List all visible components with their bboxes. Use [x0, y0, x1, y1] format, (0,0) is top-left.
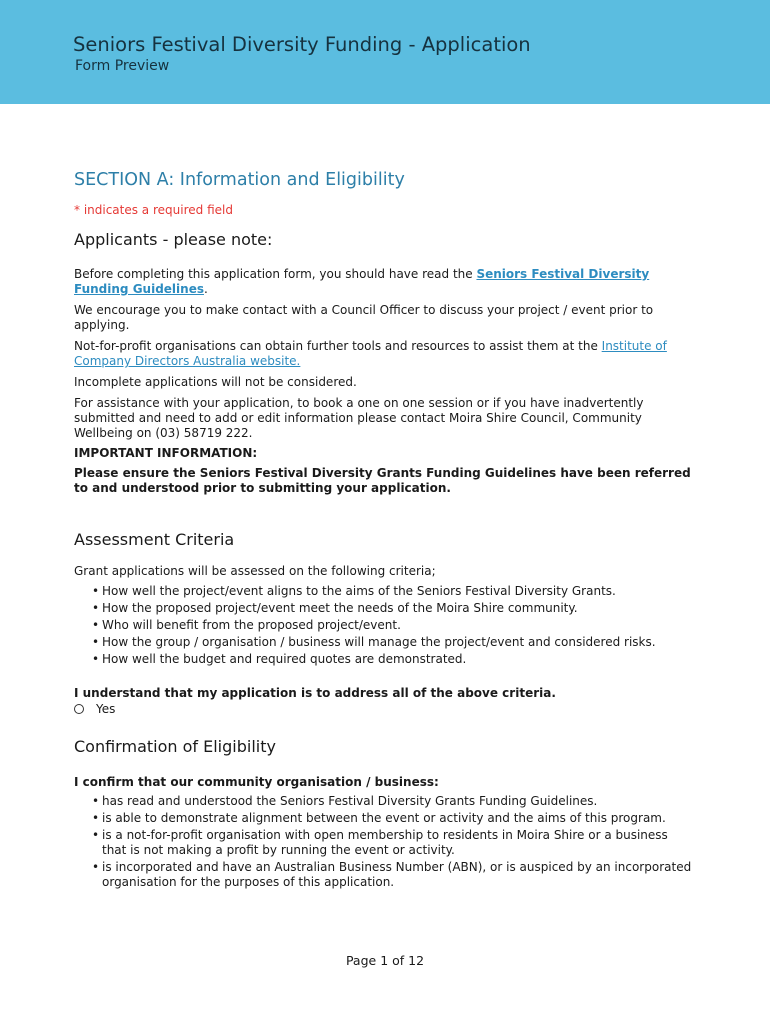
list-item-text: How the group / organisation / business will manage the project/event and considered risks.: [102, 635, 656, 649]
list-item: [92, 618, 694, 633]
list-item-text: is able to demonstrate alignment between the event or activity and the aims of this program.: [102, 811, 666, 825]
list-item: [92, 635, 694, 650]
form-content: [74, 170, 694, 890]
radio-button-icon[interactable]: [74, 704, 84, 714]
icda-website-link[interactable]: Institute of Company Directors Australia website.: [74, 339, 667, 368]
nfp-resources-paragraph: [74, 339, 694, 369]
assistance-paragraph: For assistance with your application, to book a one on one session or if you have inadvertently submitted and need to add or edit information please contact Moira Shire Council, Community Wellbeing on (03) 58719 222.: [74, 396, 644, 440]
list-item-text: is a not-for-profit organisation with open membership to residents in Moira Shire or a business that is not making a profit by running the event or activity.: [102, 828, 668, 857]
form-title: Seniors Festival Diversity Funding - Application: [73, 33, 531, 56]
guidelines-paragraph: [74, 267, 694, 297]
page-number: Page 1 of 12: [345, 953, 425, 968]
guidelines-text: Before completing this application form, you should have read the: [74, 267, 477, 281]
yes-option[interactable]: [74, 702, 694, 716]
eligibility-heading: Confirmation of Eligibility: [74, 737, 276, 756]
important-label: IMPORTANT INFORMATION:: [74, 446, 258, 460]
list-item: [92, 601, 694, 616]
list-item-text: Who will benefit from the proposed project/event.: [102, 618, 401, 632]
list-item: [92, 652, 694, 667]
applicants-heading: Applicants - please note:: [74, 230, 273, 249]
guidelines-suffix: .: [203, 282, 208, 296]
list-item-text: is incorporated and have an Australian Business Number (ABN), or is auspiced by an incorporated organisation for the purposes of this application.: [102, 860, 692, 889]
yes-option-label: Yes: [96, 702, 116, 716]
bullet-icon: •: [92, 811, 100, 825]
bullet-icon: •: [92, 635, 100, 649]
bullet-icon: •: [92, 584, 100, 598]
criteria-acknowledgement-question: I understand that my application is to address all of the above criteria.: [74, 686, 556, 700]
required-field-note: * indicates a required field: [74, 203, 233, 217]
bullet-icon: •: [92, 618, 100, 632]
list-item-text: has read and understood the Seniors Festival Diversity Grants Funding Guidelines.: [102, 794, 598, 808]
bullet-icon: •: [92, 652, 100, 666]
nfp-resources-text: Not-for-profit organisations can obtain further tools and resources to assist them at the: [74, 339, 602, 353]
eligibility-list: [74, 794, 694, 890]
guidelines-link[interactable]: Seniors Festival Diversity Funding Guidelines: [74, 267, 650, 296]
page-header: [0, 0, 770, 104]
eligibility-question: I confirm that our community organisation / business:: [74, 775, 439, 789]
list-item-text: How well the project/event aligns to the aims of the Seniors Festival Diversity Grants.: [102, 584, 616, 598]
important-text: Please ensure the Seniors Festival Diversity Grants Funding Guidelines have been referred to and understood prior to submitting your application.: [74, 466, 691, 495]
assessment-criteria-list: [74, 584, 694, 667]
bullet-icon: •: [92, 860, 100, 874]
contact-officer-paragraph: We encourage you to make contact with a Council Officer to discuss your project / event prior to applying.: [74, 303, 654, 332]
assessment-intro: Grant applications will be assessed on the following criteria;: [74, 564, 436, 578]
bullet-icon: •: [92, 794, 100, 808]
bullet-icon: •: [92, 601, 100, 615]
list-item-text: How well the budget and required quotes are demonstrated.: [102, 652, 467, 666]
list-item: [92, 584, 694, 599]
form-subtitle: Form Preview: [75, 58, 170, 74]
list-item: [92, 811, 694, 826]
bullet-icon: •: [92, 828, 100, 842]
incomplete-paragraph: Incomplete applications will not be considered.: [74, 375, 357, 389]
list-item: [92, 860, 694, 890]
section-title: SECTION A: Information and Eligibility: [74, 170, 405, 190]
list-item-text: How the proposed project/event meet the needs of the Moira Shire community.: [102, 601, 578, 615]
list-item: [92, 828, 694, 858]
assessment-criteria-heading: Assessment Criteria: [74, 530, 235, 549]
list-item: [92, 794, 694, 809]
